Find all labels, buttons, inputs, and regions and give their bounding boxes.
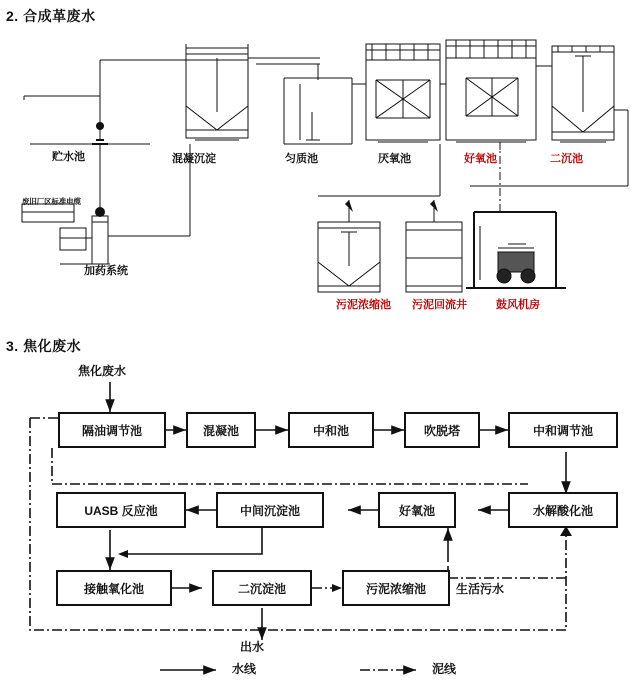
domestic-sewage-label: 生活污水 (456, 582, 505, 596)
legend-label-sludge-line: 泥线 (432, 662, 457, 676)
section-3-index: 3. (6, 338, 19, 354)
process-box-label: 好氧池 (398, 503, 435, 518)
unit-label-sludge-thickener: 污泥浓缩池 (336, 299, 391, 311)
process-box-label: 隔油调节池 (81, 423, 142, 438)
unit-label-anaerobic-tank: 厌氧池 (378, 153, 411, 165)
coking-wastewater-diagram (0, 330, 638, 697)
process-box-neutralization-tank[interactable] (288, 412, 374, 448)
unit-label-sludge-return-well: 污泥回流井 (412, 299, 467, 311)
process-box-label: UASB 反应池 (84, 503, 158, 518)
section-3-title: 焦化废水 (23, 338, 82, 354)
process-box-label: 中和调节池 (532, 423, 593, 438)
process-box-secondary-sedimentation-tank[interactable] (212, 570, 312, 606)
outlet-label: 出水 (240, 640, 265, 654)
process-box-neutralization-regulating-tank[interactable] (508, 412, 618, 448)
process-box-label: 污泥浓缩池 (365, 581, 426, 596)
inlet-label: 焦化废水 (78, 364, 127, 378)
process-box-label: 二沉淀池 (237, 581, 286, 596)
process-box-sludge-thickening-tank[interactable] (342, 570, 450, 606)
process-box-oil-separation-regulating-tank[interactable] (58, 412, 166, 448)
unit-label-secondary-clarifier: 二沉池 (550, 153, 583, 165)
process-box-hydrolysis-acidification-tank[interactable] (508, 492, 618, 528)
process-box-label: 混凝池 (202, 423, 239, 438)
unit-label-coagulation-sedimentation: 混凝沉淀 (172, 153, 216, 165)
unit-label-blower-room: 鼓风机房 (496, 299, 540, 311)
section-2-index: 2. (6, 8, 19, 24)
process-box-intermediate-sedimentation-tank[interactable] (216, 492, 324, 528)
unit-label-equalization-tank: 匀质池 (285, 153, 318, 165)
synthetic-leather-wastewater-diagram (0, 0, 638, 320)
process-box-label: 吹脱塔 (423, 423, 460, 438)
unit-label-dosing-system: 加药系统 (84, 265, 128, 277)
section-2-title: 合成革废水 (23, 8, 96, 24)
process-box-contact-oxidation-tank[interactable] (56, 570, 172, 606)
process-box-aerobic-tank[interactable] (378, 492, 456, 528)
process-box-coagulation-tank[interactable] (186, 412, 256, 448)
process-box-label: 水解酸化池 (532, 503, 593, 518)
process-box-label: 中和池 (312, 423, 349, 438)
small-note-label: 废旧厂区标准电缆 (22, 197, 82, 206)
unit-label-aerobic-tank: 好氧池 (464, 153, 497, 165)
process-box-label: 接触氧化池 (83, 581, 144, 596)
legend-label-water-line: 水线 (232, 662, 257, 676)
process-box-label: 中间沉淀池 (239, 503, 300, 518)
process-box-stripping-tower[interactable] (404, 412, 480, 448)
process-box-uasb-reactor[interactable] (56, 492, 186, 528)
unit-label-storage-tank: 贮水池 (52, 151, 85, 163)
